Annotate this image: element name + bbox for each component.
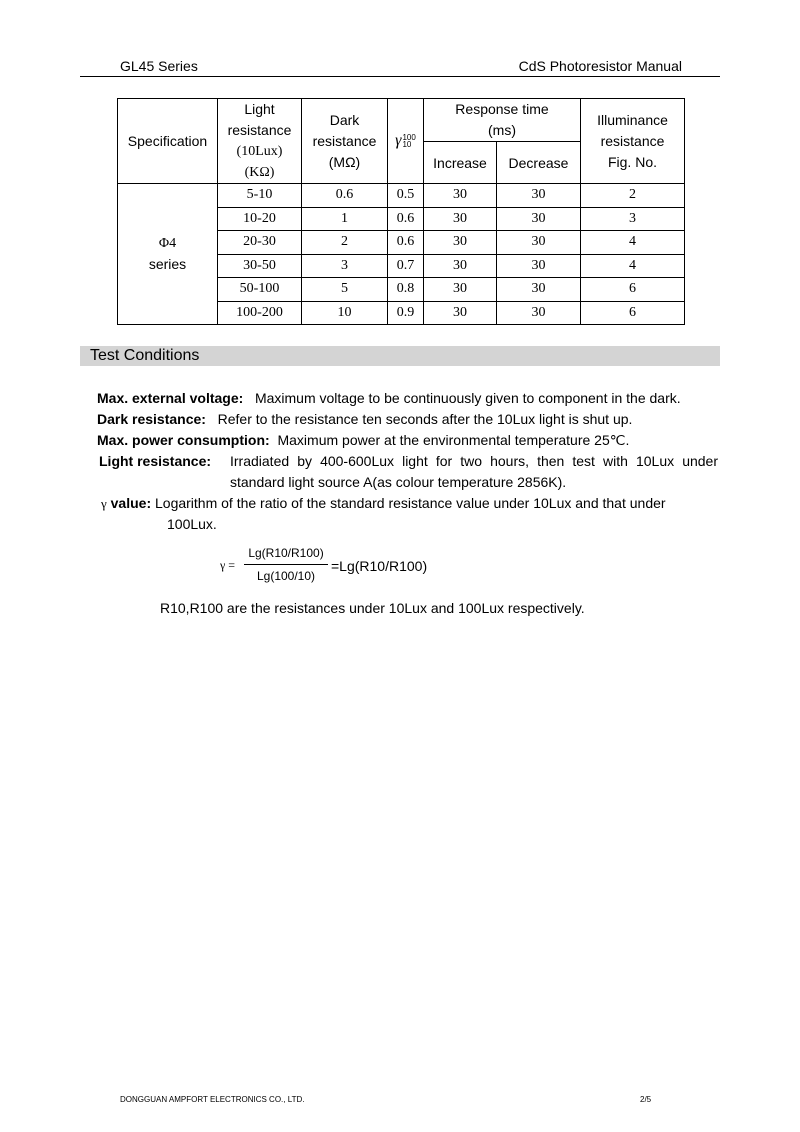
cell-dark: 5 — [302, 278, 388, 302]
cell-dark: 2 — [302, 231, 388, 255]
condition-label: value: — [110, 495, 152, 511]
condition-label-light-resistance: Light resistance: — [99, 453, 212, 469]
header-illuminance-fig: Illuminance resistance Fig. No. — [581, 99, 685, 184]
cell-dark: 1 — [302, 207, 388, 231]
formula-numerator: Lg(R10/R100) — [244, 546, 328, 565]
page-header-left: GL45 Series — [120, 58, 198, 74]
cell-decrease: 30 — [497, 278, 581, 302]
specification-table — [117, 98, 685, 325]
page-header-right: CdS Photoresistor Manual — [518, 58, 682, 74]
footer-company: DONGGUAN AMPFORT ELECTRONICS CO., LTD. — [120, 1095, 305, 1104]
condition-label: Max. power consumption: — [97, 432, 270, 448]
header-rule — [80, 76, 720, 77]
cell-decrease: 30 — [497, 207, 581, 231]
condition-text: Refer to the resistance ten seconds after the 10Lux light is shut up. — [217, 411, 633, 427]
cell-light: 5-10 — [218, 184, 302, 208]
cell-fig: 6 — [581, 301, 685, 325]
cell-gamma: 0.7 — [388, 254, 424, 278]
condition-max-voltage — [97, 390, 681, 406]
cell-fig: 6 — [581, 278, 685, 302]
header-gamma: γ100 10 — [388, 99, 424, 184]
formula-fraction — [244, 546, 328, 583]
formula-note: R10,R100 are the resistances under 10Lux and 100Lux respectively. — [160, 600, 585, 616]
formula-lhs: γ = — [220, 558, 236, 572]
condition-dark-resistance — [97, 411, 632, 427]
formula-denominator: Lg(100/10) — [256, 569, 316, 583]
cell-decrease: 30 — [497, 254, 581, 278]
footer-page-number: 2/5 — [640, 1095, 652, 1104]
cell-fig: 3 — [581, 207, 685, 231]
cell-gamma: 0.6 — [388, 231, 424, 255]
condition-text: Maximum voltage to be continuously given to component in the dark. — [254, 390, 681, 406]
header-increase: Increase — [424, 142, 497, 184]
cell-increase: 30 — [424, 207, 497, 231]
cell-fig: 2 — [581, 184, 685, 208]
cell-increase: 30 — [424, 254, 497, 278]
cell-light: 20-30 — [218, 231, 302, 255]
condition-text-light-resistance: Irradiated by 400-600Lux light for two hours, then test with 10Lux under — [230, 453, 718, 469]
cell-light: 50-100 — [218, 278, 302, 302]
condition-gamma-value-cont: 100Lux. — [167, 516, 217, 532]
cell-light: 30-50 — [218, 254, 302, 278]
cell-light: 100-200 — [218, 301, 302, 325]
formula-rhs: =Lg(R10/R100) — [331, 558, 428, 574]
condition-text: Maximum power at the environmental temperature 25℃. — [277, 432, 630, 448]
cell-fig: 4 — [581, 231, 685, 255]
condition-label: Dark resistance: — [97, 411, 206, 427]
cell-increase: 30 — [424, 301, 497, 325]
header-dark-resistance: Dark resistance (MΩ) — [302, 99, 388, 184]
group-label-phi4: Φ4 series — [118, 184, 218, 325]
cell-light: 10-20 — [218, 207, 302, 231]
cell-increase: 30 — [424, 231, 497, 255]
condition-text-light-resistance-cont: standard light source A(as colour temperature 2856K). — [230, 474, 567, 490]
condition-text: Logarithm of the ratio of the standard resistance value under 10Lux and that under — [155, 495, 666, 511]
header-specification: Specification — [118, 99, 218, 184]
cell-increase: 30 — [424, 184, 497, 208]
cell-fig: 4 — [581, 254, 685, 278]
cell-gamma: 0.8 — [388, 278, 424, 302]
condition-label: Max. external voltage: — [97, 390, 244, 406]
cell-increase: 30 — [424, 278, 497, 302]
cell-gamma: 0.6 — [388, 207, 424, 231]
cell-dark: 3 — [302, 254, 388, 278]
table-row — [118, 184, 685, 208]
section-title: Test Conditions — [90, 347, 200, 364]
condition-gamma-value — [101, 495, 666, 512]
cell-decrease: 30 — [497, 231, 581, 255]
header-light-resistance: Light resistance (10Lux) (KΩ) — [218, 99, 302, 184]
header-response-time: Response time (ms) — [424, 99, 581, 142]
cell-gamma: 0.5 — [388, 184, 424, 208]
cell-decrease: 30 — [497, 184, 581, 208]
cell-decrease: 30 — [497, 301, 581, 325]
cell-dark: 10 — [302, 301, 388, 325]
cell-gamma: 0.9 — [388, 301, 424, 325]
condition-max-power — [97, 432, 629, 449]
gamma-symbol: γ — [101, 496, 107, 511]
cell-dark: 0.6 — [302, 184, 388, 208]
header-decrease: Decrease — [497, 142, 581, 184]
